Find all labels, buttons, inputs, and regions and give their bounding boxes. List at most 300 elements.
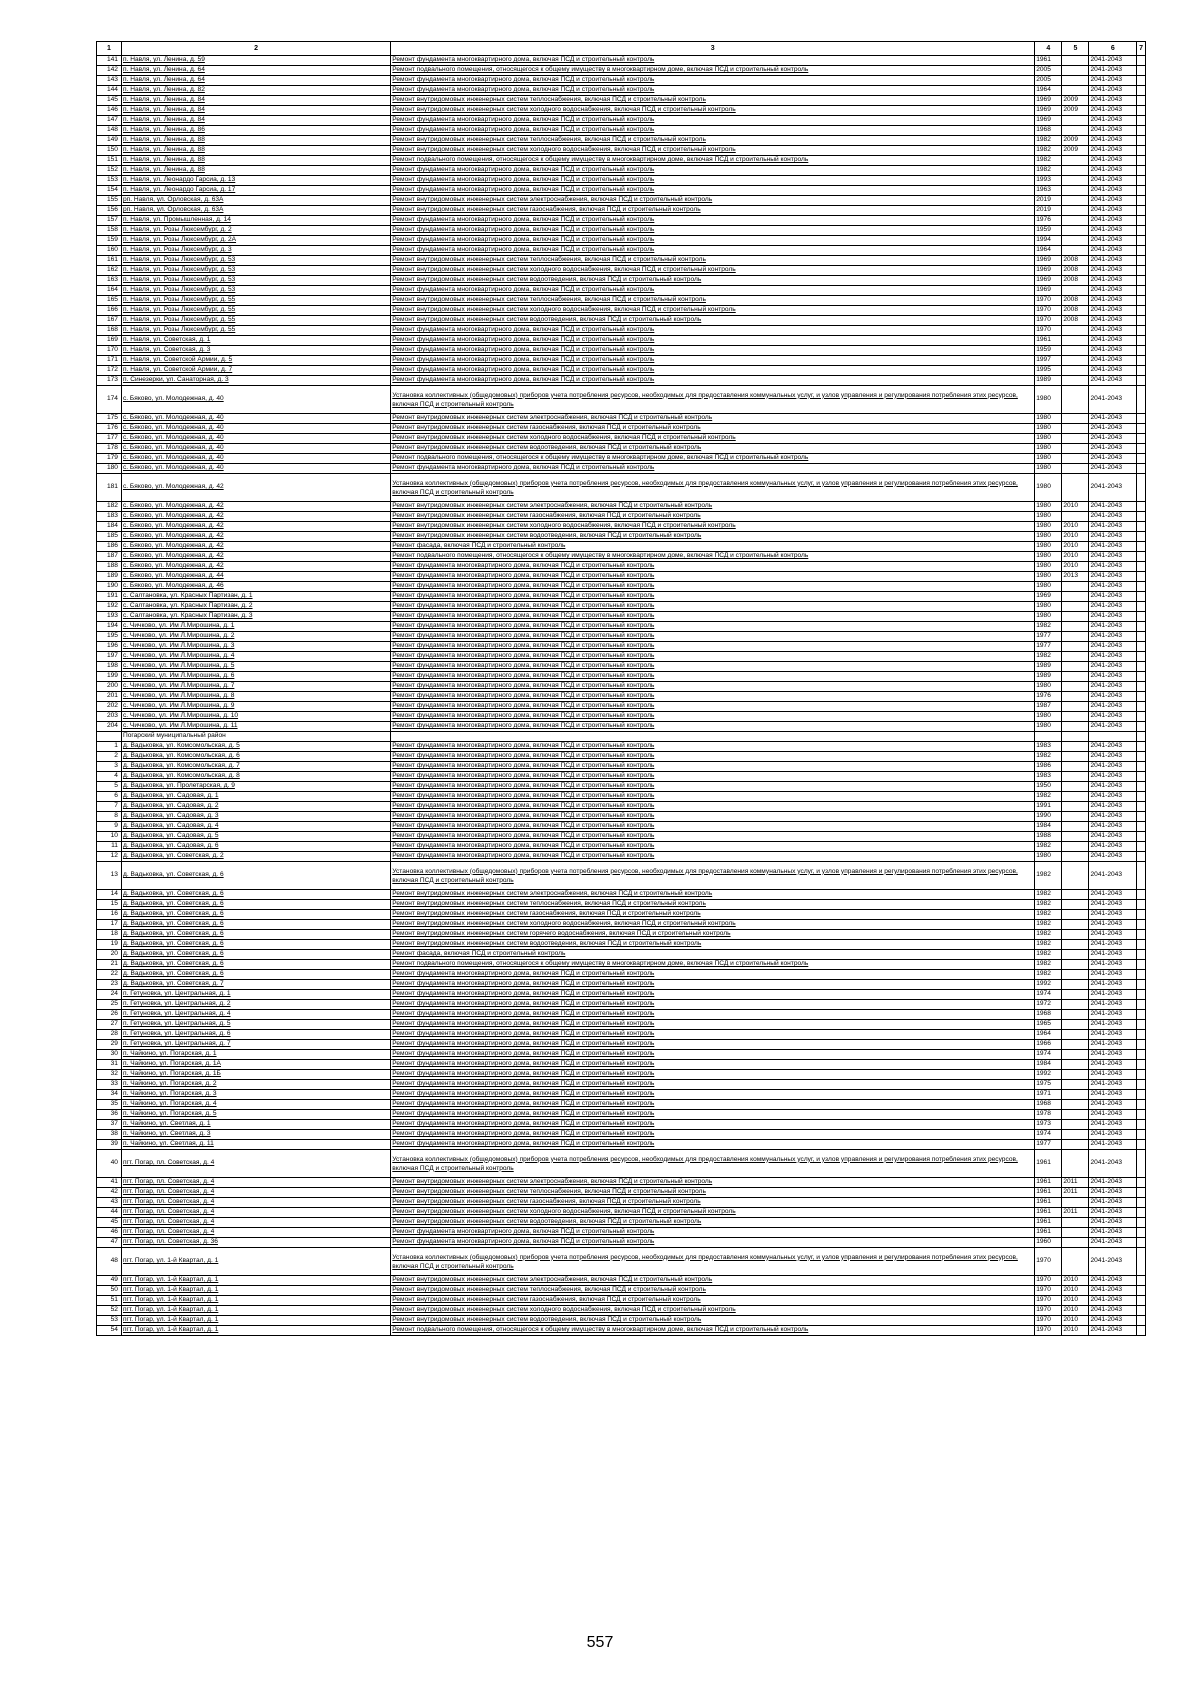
- table-row: [97, 1150, 1146, 1178]
- address-cell: п. Навля, ул. Ленина, д. 64: [121, 76, 390, 86]
- work-type-cell: Ремонт внутридомовых инженерных систем электроснабжения, включая ПСД и строительный контроль: [391, 502, 1035, 512]
- work-type-cell: Ремонт фасада, включая ПСД и строительный контроль: [391, 542, 1035, 552]
- work-type-cell: Ремонт фундамента многоквартирного дома, включая ПСД и строительный контроль: [391, 582, 1035, 592]
- work-type-cell: Ремонт фундамента многоквартирного дома, включая ПСД и строительный контроль: [391, 642, 1035, 652]
- address-cell: с. Бяково, ул. Молодежная, д. 42: [121, 522, 390, 532]
- build-year-cell: 1969: [1035, 96, 1062, 106]
- work-type-cell: Ремонт фундамента многоквартирного дома, включая ПСД и строительный контроль: [391, 1030, 1035, 1040]
- row-number-cell: 7: [97, 802, 122, 812]
- address-cell: с. Чичково, ул. Им Л.Мирошина, д. 5: [121, 662, 390, 672]
- planned-period-cell: 2041-2043: [1089, 1110, 1137, 1120]
- work-type-cell: Ремонт фундамента многоквартирного дома, включая ПСД и строительный контроль: [391, 1130, 1035, 1140]
- address-cell: с. Бяково, ул. Молодежная, д. 40: [121, 424, 390, 434]
- address-cell: д. Вадьковка, ул. Советская, д. 6: [121, 960, 390, 970]
- table-row: [97, 66, 1146, 76]
- planned-period-cell: 2041-2043: [1089, 542, 1137, 552]
- last-repair-year-cell: [1062, 960, 1089, 970]
- address-cell: д. Вадьковка, ул. Советская, д. 6: [121, 910, 390, 920]
- work-type-cell: Ремонт фундамента многоквартирного дома, включая ПСД и строительный контроль: [391, 682, 1035, 692]
- last-repair-year-cell: [1062, 792, 1089, 802]
- extra-cell: [1137, 802, 1146, 812]
- work-type-cell: Ремонт подвального помещения, относящегося к общему имуществу в многоквартирном доме, включая ПСД и строительный контроль: [391, 156, 1035, 166]
- planned-period-cell: 2041-2043: [1089, 1188, 1137, 1198]
- work-type-cell: Ремонт внутридомовых инженерных систем водоотведения, включая ПСД и строительный контроль: [391, 1218, 1035, 1228]
- address-cell: п. Навля, ул. Розы Люксембург, д. 3: [121, 246, 390, 256]
- last-repair-year-cell: 2010: [1062, 1296, 1089, 1306]
- address-cell: п. Навля, ул. Советской Армии, д. 7: [121, 366, 390, 376]
- last-repair-year-cell: 2008: [1062, 276, 1089, 286]
- table-row: [97, 156, 1146, 166]
- address-cell: д. Вадьковка, ул. Пролетарская, д. 9: [121, 782, 390, 792]
- build-year-cell: 1961: [1035, 56, 1062, 66]
- extra-cell: [1137, 444, 1146, 454]
- extra-cell: [1137, 206, 1146, 216]
- work-type-cell: Ремонт фундамента многоквартирного дома, включая ПСД и строительный контроль: [391, 832, 1035, 842]
- table-row: [97, 652, 1146, 662]
- work-type-cell: Ремонт фундамента многоквартирного дома, включая ПСД и строительный контроль: [391, 990, 1035, 1000]
- planned-period-cell: 2041-2043: [1089, 116, 1137, 126]
- last-repair-year-cell: 2011: [1062, 1208, 1089, 1218]
- last-repair-year-cell: [1062, 434, 1089, 444]
- last-repair-year-cell: [1062, 1218, 1089, 1228]
- planned-period-cell: 2041-2043: [1089, 474, 1137, 502]
- address-cell: рп. Навля, ул. Орловская, д. 63А: [121, 206, 390, 216]
- table-row: [97, 1050, 1146, 1060]
- planned-period-cell: 2041-2043: [1089, 296, 1137, 306]
- address-cell: с. Бяково, ул. Молодежная, д. 40: [121, 434, 390, 444]
- work-type-cell: Ремонт фундамента многоквартирного дома, включая ПСД и строительный контроль: [391, 1110, 1035, 1120]
- table-row: [97, 326, 1146, 336]
- planned-period-cell: 2041-2043: [1089, 1296, 1137, 1306]
- planned-period-cell: 2041-2043: [1089, 1238, 1137, 1248]
- build-year-cell: 1959: [1035, 226, 1062, 236]
- work-type-cell: Ремонт фундамента многоквартирного дома, включая ПСД и строительный контроль: [391, 126, 1035, 136]
- work-type-cell: Ремонт внутридомовых инженерных систем электроснабжения, включая ПСД и строительный контроль: [391, 414, 1035, 424]
- table-row: [97, 602, 1146, 612]
- planned-period-cell: 2041-2043: [1089, 910, 1137, 920]
- section-row: [97, 732, 1146, 742]
- row-number-cell: 195: [97, 632, 122, 642]
- work-type-cell: Ремонт внутридомовых инженерных систем теплоснабжения, включая ПСД и строительный контроль: [391, 96, 1035, 106]
- planned-period-cell: 2041-2043: [1089, 206, 1137, 216]
- table-row: [97, 424, 1146, 434]
- work-type-cell: Ремонт внутридомовых инженерных систем холодного водоснабжения, включая ПСД и строительный контроль: [391, 146, 1035, 156]
- extra-cell: [1137, 622, 1146, 632]
- planned-period-cell: 2041-2043: [1089, 990, 1137, 1000]
- planned-period-cell: 2041-2043: [1089, 366, 1137, 376]
- build-year-cell: 1980: [1035, 682, 1062, 692]
- table-row: [97, 464, 1146, 474]
- table-row: [97, 454, 1146, 464]
- address-cell: с. Бяково, ул. Молодежная, д. 42: [121, 512, 390, 522]
- last-repair-year-cell: [1062, 356, 1089, 366]
- table-row: [97, 970, 1146, 980]
- build-year-cell: 1970: [1035, 306, 1062, 316]
- build-year-cell: 2019: [1035, 206, 1062, 216]
- extra-cell: [1137, 1050, 1146, 1060]
- row-number-cell: 35: [97, 1100, 122, 1110]
- extra-cell: [1137, 542, 1146, 552]
- extra-cell: [1137, 336, 1146, 346]
- extra-cell: [1137, 116, 1146, 126]
- planned-period-cell: 2041-2043: [1089, 1020, 1137, 1030]
- build-year-cell: 1982: [1035, 842, 1062, 852]
- address-cell: с. Чичково, ул. Им Л.Мирошина, д. 2: [121, 632, 390, 642]
- table-row: [97, 542, 1146, 552]
- work-type-cell: Ремонт фундамента многоквартирного дома, включая ПСД и строительный контроль: [391, 722, 1035, 732]
- last-repair-year-cell: [1062, 842, 1089, 852]
- table-row: [97, 1100, 1146, 1110]
- work-type-cell: Ремонт фундамента многоквартирного дома, включая ПСД и строительный контроль: [391, 464, 1035, 474]
- table-row: [97, 246, 1146, 256]
- last-repair-year-cell: [1062, 900, 1089, 910]
- planned-period-cell: 2041-2043: [1089, 592, 1137, 602]
- address-cell: с. Бяково, ул. Молодежная, д. 40: [121, 414, 390, 424]
- planned-period-cell: 2041-2043: [1089, 572, 1137, 582]
- extra-cell: [1137, 1030, 1146, 1040]
- planned-period-cell: 2041-2043: [1089, 186, 1137, 196]
- table-row: [97, 386, 1146, 414]
- address-cell: п. Навля, ул. Леонардо Гарсиа, д. 13: [121, 176, 390, 186]
- work-type-cell: Ремонт фундамента многоквартирного дома, включая ПСД и строительный контроль: [391, 562, 1035, 572]
- row-number-cell: 169: [97, 336, 122, 346]
- build-year-cell: 1970: [1035, 1276, 1062, 1286]
- address-cell: п. Гетуновка, ул. Центральная, д. 4: [121, 1010, 390, 1020]
- last-repair-year-cell: 2010: [1062, 1306, 1089, 1316]
- extra-cell: [1137, 1000, 1146, 1010]
- address-cell: п. Навля, ул. Ленина, д. 84: [121, 116, 390, 126]
- work-type-cell: Ремонт фундамента многоквартирного дома, включая ПСД и строительный контроль: [391, 356, 1035, 366]
- address-cell: с. Бяково, ул. Молодежная, д. 42: [121, 532, 390, 542]
- row-number-cell: 44: [97, 1208, 122, 1218]
- address-cell: с. Чичково, ул. Им Л.Мирошина, д. 4: [121, 652, 390, 662]
- planned-period-cell: 2041-2043: [1089, 890, 1137, 900]
- address-cell: пгт. Погар, пл. Советская, д. 4: [121, 1208, 390, 1218]
- table-row: [97, 752, 1146, 762]
- build-year-cell: 1982: [1035, 652, 1062, 662]
- last-repair-year-cell: 2009: [1062, 96, 1089, 106]
- work-type-cell: Ремонт фундамента многоквартирного дома, включая ПСД и строительный контроль: [391, 1040, 1035, 1050]
- last-repair-year-cell: [1062, 662, 1089, 672]
- extra-cell: [1137, 1040, 1146, 1050]
- table-row: [97, 900, 1146, 910]
- work-type-cell: Ремонт фасада, включая ПСД и строительный контроль: [391, 950, 1035, 960]
- row-number-cell: 54: [97, 1326, 122, 1336]
- build-year-cell: 1978: [1035, 1110, 1062, 1120]
- table-row: [97, 176, 1146, 186]
- work-type-cell: Ремонт фундамента многоквартирного дома, включая ПСД и строительный контроль: [391, 1090, 1035, 1100]
- extra-cell: [1137, 1208, 1146, 1218]
- address-cell: д. Вадьковка, ул. Советская, д. 6: [121, 900, 390, 910]
- work-type-cell: Ремонт внутридомовых инженерных систем водоотведения, включая ПСД и строительный контроль: [391, 444, 1035, 454]
- last-repair-year-cell: [1062, 1030, 1089, 1040]
- last-repair-year-cell: 2009: [1062, 106, 1089, 116]
- build-year-cell: 1980: [1035, 532, 1062, 542]
- row-number-cell: 4: [97, 772, 122, 782]
- extra-cell: [1137, 216, 1146, 226]
- build-year-cell: 1968: [1035, 1010, 1062, 1020]
- extra-cell: [1137, 940, 1146, 950]
- extra-cell: [1137, 136, 1146, 146]
- extra-cell: [1137, 266, 1146, 276]
- table-row: [97, 512, 1146, 522]
- planned-period-cell: 2041-2043: [1089, 176, 1137, 186]
- build-year-cell: 1982: [1035, 930, 1062, 940]
- work-type-cell: Ремонт фундамента многоквартирного дома, включая ПСД и строительный контроль: [391, 326, 1035, 336]
- row-number-cell: 144: [97, 86, 122, 96]
- last-repair-year-cell: [1062, 366, 1089, 376]
- last-repair-year-cell: [1062, 474, 1089, 502]
- planned-period-cell: 2041-2043: [1089, 612, 1137, 622]
- last-repair-year-cell: [1062, 386, 1089, 414]
- table-row: [97, 582, 1146, 592]
- extra-cell: [1137, 474, 1146, 502]
- table-row: [97, 852, 1146, 862]
- row-number-cell: 187: [97, 552, 122, 562]
- planned-period-cell: 2041-2043: [1089, 1316, 1137, 1326]
- work-type-cell: Ремонт фундамента многоквартирного дома, включая ПСД и строительный контроль: [391, 1140, 1035, 1150]
- work-type-cell: Ремонт внутридомовых инженерных систем холодного водоснабжения, включая ПСД и строительный контроль: [391, 1306, 1035, 1316]
- work-type-cell: Ремонт фундамента многоквартирного дома, включая ПСД и строительный контроль: [391, 336, 1035, 346]
- row-number-cell: 171: [97, 356, 122, 366]
- build-year-cell: 1980: [1035, 414, 1062, 424]
- build-year-cell: 1982: [1035, 960, 1062, 970]
- planned-period-cell: 2041-2043: [1089, 930, 1137, 940]
- planned-period-cell: 2041-2043: [1089, 376, 1137, 386]
- last-repair-year-cell: [1062, 1000, 1089, 1010]
- row-number-cell: 170: [97, 346, 122, 356]
- work-type-cell: Ремонт фундамента многоквартирного дома, включая ПСД и строительный контроль: [391, 1060, 1035, 1070]
- planned-period-cell: 2041-2043: [1089, 196, 1137, 206]
- row-number-cell: 203: [97, 712, 122, 722]
- address-cell: п. Гетуновка, ул. Центральная, д. 1: [121, 990, 390, 1000]
- last-repair-year-cell: [1062, 852, 1089, 862]
- table-row: [97, 642, 1146, 652]
- build-year-cell: 1977: [1035, 1140, 1062, 1150]
- planned-period-cell: 2041-2043: [1089, 1050, 1137, 1060]
- table-row: [97, 1286, 1146, 1296]
- planned-period-cell: 2041-2043: [1089, 454, 1137, 464]
- address-cell: п. Навля, ул. Ленина, д. 88: [121, 146, 390, 156]
- build-year-cell: 1982: [1035, 970, 1062, 980]
- last-repair-year-cell: [1062, 980, 1089, 990]
- extra-cell: [1137, 572, 1146, 582]
- planned-period-cell: 2041-2043: [1089, 602, 1137, 612]
- build-year-cell: 1970: [1035, 1286, 1062, 1296]
- capital-repair-table: [96, 41, 1146, 1336]
- planned-period-cell: 2041-2043: [1089, 792, 1137, 802]
- extra-cell: [1137, 166, 1146, 176]
- planned-period-cell: 2041-2043: [1089, 812, 1137, 822]
- row-number-cell: 161: [97, 256, 122, 266]
- work-type-cell: Ремонт фундамента многоквартирного дома, включая ПСД и строительный контроль: [391, 712, 1035, 722]
- row-number-cell: 174: [97, 386, 122, 414]
- last-repair-year-cell: [1062, 424, 1089, 434]
- row-number-cell: 39: [97, 1140, 122, 1150]
- extra-cell: [1137, 276, 1146, 286]
- work-type-cell: Ремонт фундамента многоквартирного дома, включая ПСД и строительный контроль: [391, 612, 1035, 622]
- extra-cell: [1137, 1316, 1146, 1326]
- last-repair-year-cell: [1062, 940, 1089, 950]
- build-year-cell: 1987: [1035, 702, 1062, 712]
- address-cell: д. Вадьковка, ул. Советская, д. 7: [121, 980, 390, 990]
- build-year-cell: 1961: [1035, 1198, 1062, 1208]
- last-repair-year-cell: [1062, 326, 1089, 336]
- row-number-cell: 47: [97, 1238, 122, 1248]
- extra-cell: [1137, 702, 1146, 712]
- row-number-cell: 175: [97, 414, 122, 424]
- last-repair-year-cell: [1062, 592, 1089, 602]
- last-repair-year-cell: [1062, 464, 1089, 474]
- address-cell: пгт. Погар, ул. 1-й Квартал, д. 1: [121, 1296, 390, 1306]
- last-repair-year-cell: [1062, 166, 1089, 176]
- row-number-cell: 36: [97, 1110, 122, 1120]
- last-repair-year-cell: [1062, 346, 1089, 356]
- work-type-cell: Ремонт внутридомовых инженерных систем теплоснабжения, включая ПСД и строительный контроль: [391, 296, 1035, 306]
- extra-cell: [1137, 196, 1146, 206]
- extra-cell: [1137, 910, 1146, 920]
- last-repair-year-cell: [1062, 206, 1089, 216]
- table-row: [97, 1326, 1146, 1336]
- extra-cell: [1137, 226, 1146, 236]
- build-year-cell: 1993: [1035, 176, 1062, 186]
- work-type-cell: Ремонт внутридомовых инженерных систем теплоснабжения, включая ПСД и строительный контроль: [391, 1286, 1035, 1296]
- row-number-cell: 15: [97, 900, 122, 910]
- last-repair-year-cell: 2008: [1062, 306, 1089, 316]
- row-number-cell: 16: [97, 910, 122, 920]
- extra-cell: [1137, 186, 1146, 196]
- table-row: [97, 126, 1146, 136]
- work-type-cell: Установка коллективных (общедомовых) приборов учета потребления ресурсов, необходимых для предоставления коммунальных услуг, и узлов управления и регулирования потребления этих ресурсов, включая ПСД и строительный контроль: [391, 862, 1035, 890]
- extra-cell: [1137, 1276, 1146, 1286]
- last-repair-year-cell: [1062, 246, 1089, 256]
- address-cell: п. Навля, ул. Ленина, д. 88: [121, 166, 390, 176]
- build-year-cell: 1977: [1035, 642, 1062, 652]
- extra-cell: [1137, 326, 1146, 336]
- address-cell: с. Чичково, ул. Им Л.Мирошина, д. 10: [121, 712, 390, 722]
- last-repair-year-cell: 2010: [1062, 532, 1089, 542]
- address-cell: с. Бяково, ул. Молодежная, д. 42: [121, 502, 390, 512]
- table-row: [97, 96, 1146, 106]
- work-type-cell: Ремонт фундамента многоквартирного дома, включая ПСД и строительный контроль: [391, 792, 1035, 802]
- work-type-cell: Ремонт внутридомовых инженерных систем газоснабжения, включая ПСД и строительный контроль: [391, 512, 1035, 522]
- planned-period-cell: 2041-2043: [1089, 1218, 1137, 1228]
- address-cell: пгт. Погар, пл. Советская, д. 4: [121, 1188, 390, 1198]
- address-cell: п. Навля, ул. Ленина, д. 64: [121, 66, 390, 76]
- last-repair-year-cell: [1062, 1130, 1089, 1140]
- planned-period-cell: 2041-2043: [1089, 266, 1137, 276]
- planned-period-cell: 2041-2043: [1089, 1276, 1137, 1286]
- header-cell: 5: [1062, 42, 1089, 56]
- last-repair-year-cell: [1062, 782, 1089, 792]
- work-type-cell: Ремонт внутридомовых инженерных систем газоснабжения, включая ПСД и строительный контроль: [391, 910, 1035, 920]
- table-row: [97, 532, 1146, 542]
- last-repair-year-cell: [1062, 822, 1089, 832]
- table-row: [97, 990, 1146, 1000]
- work-type-cell: Ремонт фундамента многоквартирного дома, включая ПСД и строительный контроль: [391, 226, 1035, 236]
- extra-cell: [1137, 454, 1146, 464]
- table-row: [97, 1110, 1146, 1120]
- last-repair-year-cell: 2010: [1062, 1286, 1089, 1296]
- row-number-cell: 45: [97, 1218, 122, 1228]
- row-number-cell: 50: [97, 1286, 122, 1296]
- address-cell: д. Вадьковка, ул. Садовая, д. 4: [121, 822, 390, 832]
- extra-cell: [1137, 950, 1146, 960]
- extra-cell: [1137, 86, 1146, 96]
- work-type-cell: Ремонт фундамента многоквартирного дома, включая ПСД и строительный контроль: [391, 366, 1035, 376]
- build-year-cell: 1969: [1035, 116, 1062, 126]
- extra-cell: [1137, 692, 1146, 702]
- row-number-cell: 191: [97, 592, 122, 602]
- row-number-cell: 151: [97, 156, 122, 166]
- table-row: [97, 276, 1146, 286]
- row-number-cell: 40: [97, 1150, 122, 1178]
- planned-period-cell: 2041-2043: [1089, 166, 1137, 176]
- row-number-cell: 162: [97, 266, 122, 276]
- planned-period-cell: 2041-2043: [1089, 156, 1137, 166]
- planned-period-cell: 2041-2043: [1089, 772, 1137, 782]
- row-number-cell: 11: [97, 842, 122, 852]
- last-repair-year-cell: 2011: [1062, 1188, 1089, 1198]
- work-type-cell: Ремонт подвального помещения, относящегося к общему имуществу в многоквартирном доме, включая ПСД и строительный контроль: [391, 552, 1035, 562]
- build-year-cell: 1982: [1035, 920, 1062, 930]
- work-type-cell: Ремонт фундамента многоквартирного дома, включая ПСД и строительный контроль: [391, 186, 1035, 196]
- row-number-cell: 165: [97, 296, 122, 306]
- row-number-cell: 198: [97, 662, 122, 672]
- row-number-cell: 30: [97, 1050, 122, 1060]
- work-type-cell: Ремонт внутридомовых инженерных систем теплоснабжения, включая ПСД и строительный контроль: [391, 136, 1035, 146]
- work-type-cell: Ремонт внутридомовых инженерных систем холодного водоснабжения, включая ПСД и строительный контроль: [391, 920, 1035, 930]
- row-number-cell: 157: [97, 216, 122, 226]
- planned-period-cell: 2041-2043: [1089, 1010, 1137, 1020]
- work-type-cell: Ремонт фундамента многоквартирного дома, включая ПСД и строительный контроль: [391, 622, 1035, 632]
- build-year-cell: 1980: [1035, 562, 1062, 572]
- build-year-cell: 1984: [1035, 1060, 1062, 1070]
- row-number-cell: 204: [97, 722, 122, 732]
- planned-period-cell: 2041-2043: [1089, 562, 1137, 572]
- row-number-cell: 27: [97, 1020, 122, 1030]
- table-row: [97, 672, 1146, 682]
- last-repair-year-cell: [1062, 712, 1089, 722]
- row-number-cell: 146: [97, 106, 122, 116]
- planned-period-cell: 2041-2043: [1089, 702, 1137, 712]
- row-number-cell: 42: [97, 1188, 122, 1198]
- planned-period-cell: 2041-2043: [1089, 532, 1137, 542]
- last-repair-year-cell: [1062, 86, 1089, 96]
- table-row: [97, 522, 1146, 532]
- table-row: [97, 216, 1146, 226]
- planned-period-cell: 2041-2043: [1089, 980, 1137, 990]
- build-year-cell: 1973: [1035, 1120, 1062, 1130]
- table-row: [97, 1080, 1146, 1090]
- address-cell: п. Чайкино, ул. Погарская, д. 2: [121, 1080, 390, 1090]
- row-number-cell: 12: [97, 852, 122, 862]
- work-type-cell: Ремонт подвального помещения, относящегося к общему имуществу в многоквартирном доме, включая ПСД и строительный контроль: [391, 66, 1035, 76]
- address-cell: с. Бяково, ул. Молодежная, д. 44: [121, 572, 390, 582]
- extra-cell: [1137, 256, 1146, 266]
- extra-cell: [1137, 56, 1146, 66]
- row-number-cell: 19: [97, 940, 122, 950]
- planned-period-cell: 2041-2043: [1089, 960, 1137, 970]
- extra-cell: [1137, 356, 1146, 366]
- last-repair-year-cell: 2010: [1062, 542, 1089, 552]
- last-repair-year-cell: 2010: [1062, 522, 1089, 532]
- table-row: [97, 772, 1146, 782]
- planned-period-cell: 2041-2043: [1089, 276, 1137, 286]
- extra-cell: [1137, 1188, 1146, 1198]
- build-year-cell: 1970: [1035, 326, 1062, 336]
- last-repair-year-cell: [1062, 890, 1089, 900]
